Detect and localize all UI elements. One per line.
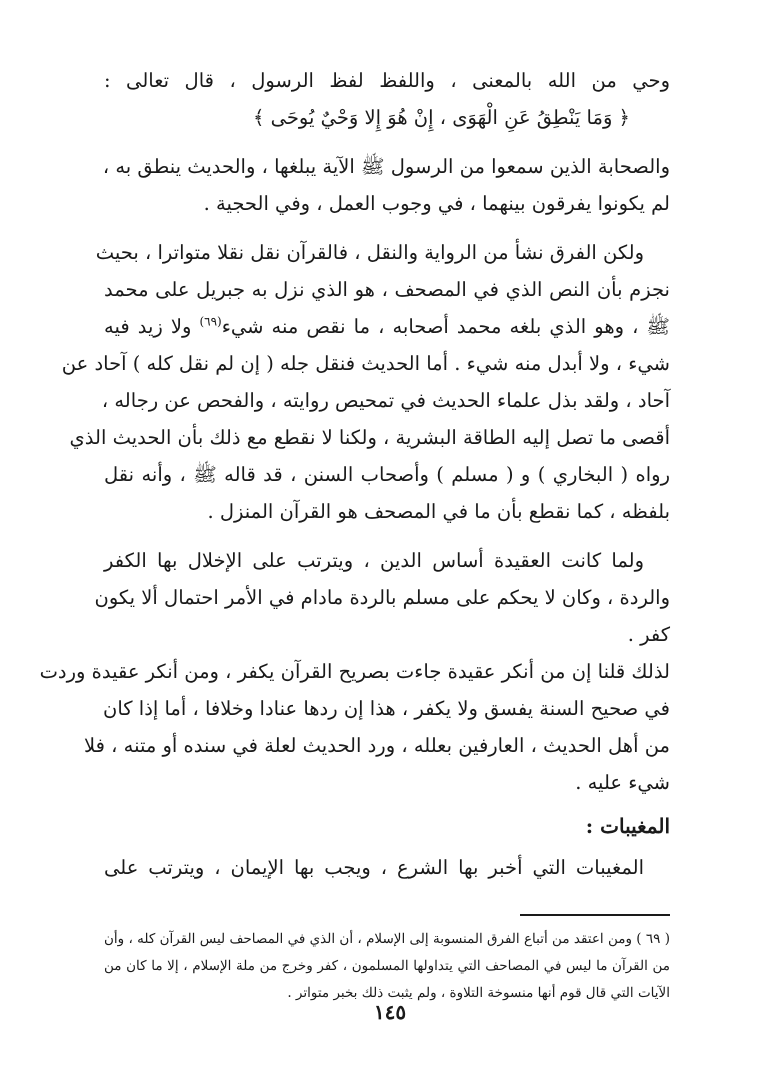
page-number: ١٤٥ <box>373 1000 407 1024</box>
footnote-reference: (٦٩) <box>199 314 222 329</box>
footnote <box>104 926 670 1007</box>
footnote-divider <box>520 914 670 916</box>
footnote-line: من القرآن ما ليس في المصاحف التي يتداولها المسلمون ، كفر وخرج من ملة الإسلام ، إلا ما كان من <box>104 958 670 974</box>
text-line: آحاد ، ولقد بذل علماء الحديث في تمحيص روايته ، والفحص عن رجاله ، <box>101 389 670 412</box>
text-line: المغيبات التي أخبر بها الشرع ، ويجب بها الإيمان ، ويترتب على <box>104 856 644 879</box>
text-line: أقصى ما تصل إليه الطاقة البشرية ، ولكنا لا نقطع مع ذلك بأن الحديث الذي <box>69 426 670 449</box>
paragraph-creed <box>94 542 670 653</box>
text-line: رواه ( البخاري ) و ( مسلم ) وأصحاب السنن ، قد قاله ﷺ ، وأنه نقل <box>104 463 670 486</box>
paragraph-transmission <box>61 234 670 530</box>
text-line: نجزم بأن النص الذي في المصحف ، هو الذي نزل به جبريل على محمد <box>104 278 670 301</box>
paragraph-companions <box>104 148 670 222</box>
text-line: والردة ، وكان لا يحكم على مسلم بالردة مادام في الأمر احتمال ألا يكون <box>94 586 670 609</box>
paragraph-revelation <box>104 62 670 136</box>
text-line-with-footnote <box>104 308 670 345</box>
text-line: لذلك قلنا إن من أنكر عقيدة جاءت بصريح القرآن يكفر ، ومن أنكر عقيدة وردت <box>39 660 670 683</box>
footnote-line: الآيات التي قال قوم أنها منسوخة التلاوة ، ولم يثبت ذلك بخبر متواتر . <box>287 985 670 1001</box>
text-line: من أهل الحديث ، العارفين بعلله ، ورد الحديث لعلة في سنده أو متنه ، فلا <box>84 734 670 757</box>
text-segment: ولا زيد فيه <box>104 315 200 338</box>
text-line: والصحابة الذين سمعوا من الرسول ﷺ الآية يبلغها ، والحديث ينطق به ، <box>102 155 670 178</box>
text-line: بلفظه ، كما نقطع بأن ما في المصحف هو القرآن المنزل . <box>207 500 670 523</box>
paragraph-ruling <box>39 653 670 801</box>
text-line: ولما كانت العقيدة أساس الدين ، ويترتب على الإخلال بها الكفر <box>104 549 644 572</box>
paragraph-unseen <box>104 849 670 886</box>
text-line: كفر . <box>627 623 670 646</box>
footnote-line: ( ٦٩ ) ومن اعتقد من أتباع الفرق المنسوبة إلى الإسلام ، أن الذي في المصاحف ليس القرآن كله ، وأن <box>104 931 671 947</box>
text-line: في صحيح السنة يفسق ولا يكفر ، هذا إن ردها عنادا وخلافا ، أما إذا كان <box>103 697 670 720</box>
text-line: ولكن الفرق نشأ من الرواية والنقل ، فالقرآن نقل نقلا متواترا ، بحيث <box>95 241 644 264</box>
quran-verse: ﴿ وَمَا يَنْطِقُ عَنِ الْهَوَى ، إِنْ هُوَ إِلا وَحْيٌ يُوحَى ﴾ <box>252 106 630 129</box>
text-line: وحي من الله بالمعنى ، واللفظ لفظ الرسول ، قال تعالى : <box>104 69 670 92</box>
section-heading: المغيبات : <box>585 814 670 838</box>
text-segment: ﷺ ، وهو الذي بلغه محمد أصحابه ، ما نقص منه شيء <box>221 315 670 338</box>
text-line: لم يكونوا يفرقون بينهما ، في وجوب العمل ، وفي الحجية . <box>203 192 670 215</box>
page-body <box>39 62 671 1007</box>
text-line: شيء عليه . <box>575 771 670 794</box>
text-line: شيء ، ولا أبدل منه شيء . أما الحديث فنقل جله ( إن لم نقل كله ) آحاد عن <box>61 352 670 375</box>
